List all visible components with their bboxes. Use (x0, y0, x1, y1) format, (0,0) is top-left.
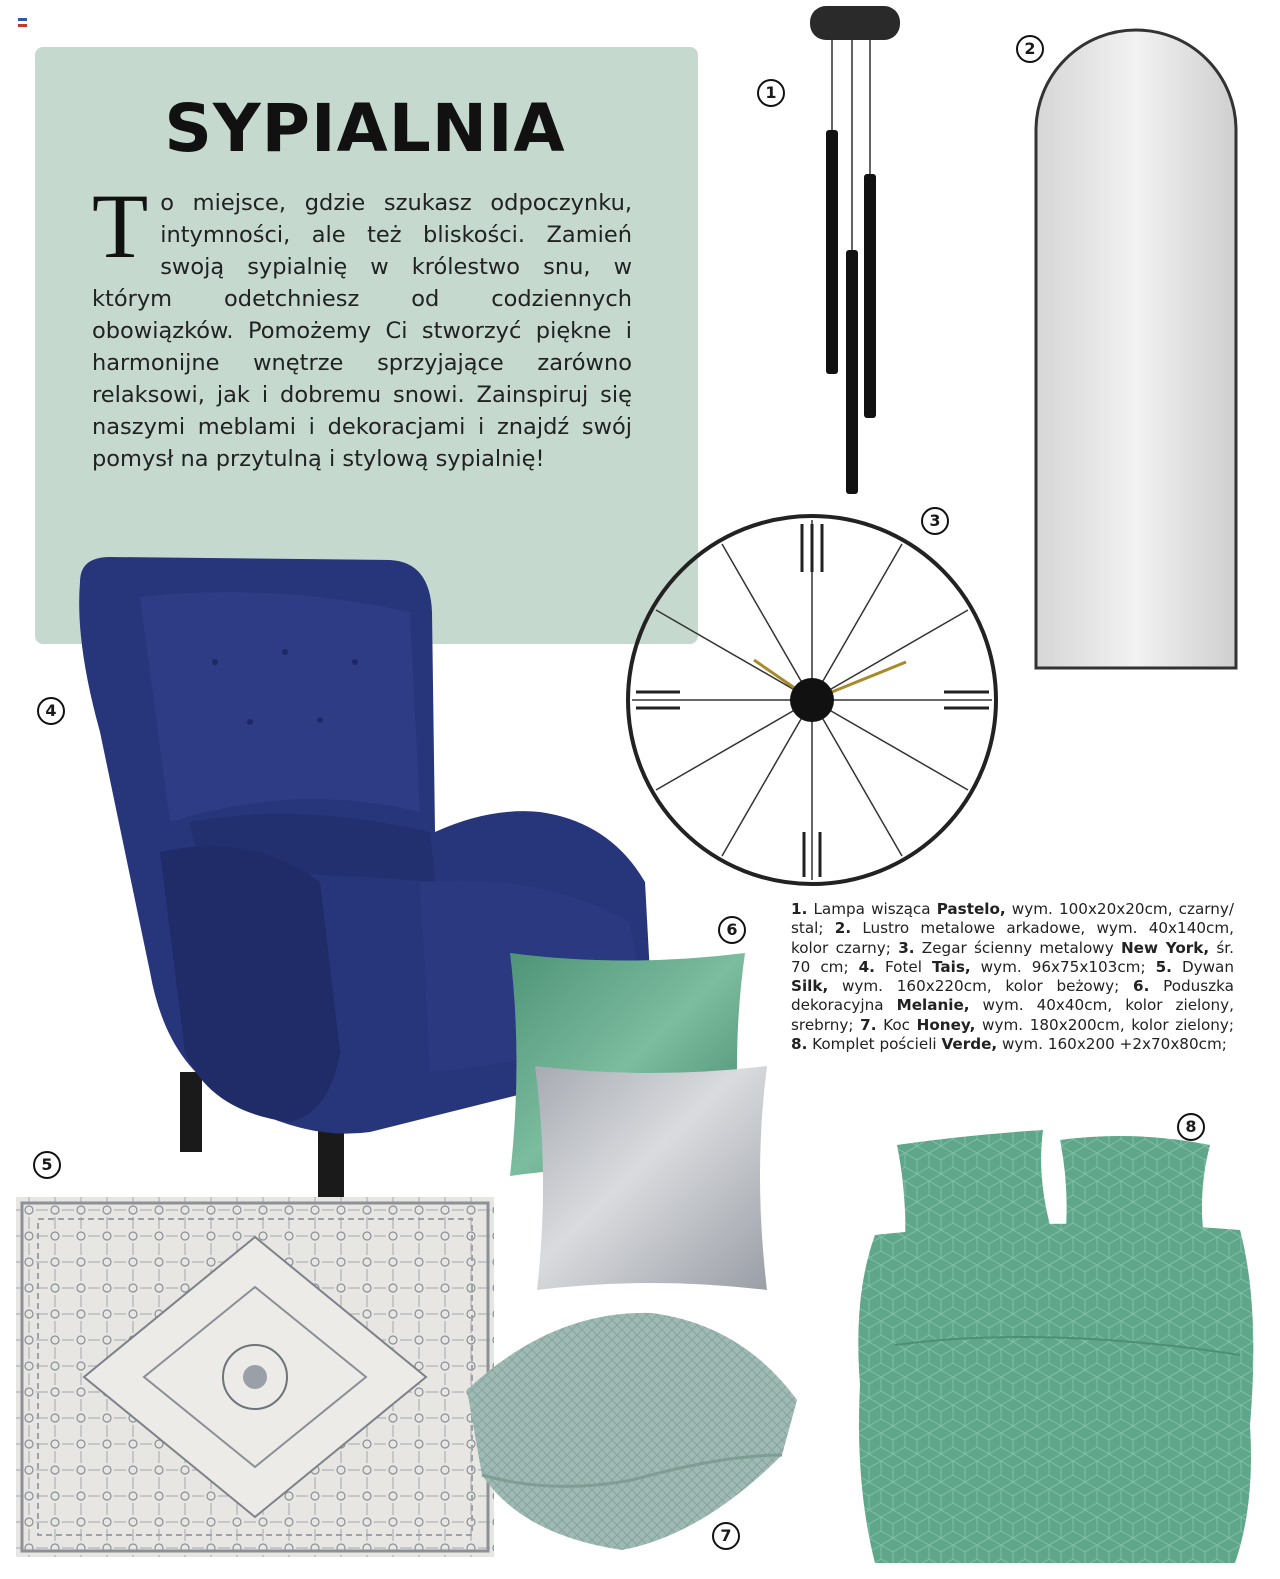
spec-6-pre: Poduszka dekoracyjna (791, 977, 1234, 1015)
spec-3-post: śr. 70 cm; (791, 938, 1234, 976)
pendant-lamp-image (800, 0, 910, 500)
spec-1-num: 1. (791, 900, 808, 918)
intro-body: o miejsce, gdzie szukasz odpoczynku, intymności, ale też bliskości. Zamień swoją sypialnię w królestwo snu, w którym odetchniesz od codziennych obowiązków. Pomożemy Ci stworzyć piękne i harmonijne wnętrze sprzyjające zarówno relaksowi, jak i dobremu snowi. Zainspiruj się naszymi meblami i dekoracjami i znajdź swój pomysł na przytulną i stylową sypialnię! (92, 190, 632, 472)
spec-4-num: 4. (858, 957, 875, 976)
spec-3-pre: Zegar ścienny metalowy (914, 938, 1121, 957)
spec-1-name: Pastelo, (936, 900, 1006, 918)
spec-4-post: wym. 96x75x103cm; (970, 957, 1156, 976)
spec-8-post: wym. 160x200 +2x70x80cm; (997, 1035, 1227, 1054)
throw-blanket-image (462, 1305, 802, 1555)
spec-2-pre: Lustro metalowe arkadowe, wym. 40x140cm, kolor czarny; (791, 919, 1235, 957)
marker-7: 7 (712, 1522, 740, 1550)
cushions-image (505, 948, 775, 1298)
spec-5-num: 5. (1155, 957, 1172, 976)
spec-7-num: 7. (860, 1015, 877, 1034)
spec-6-name: Melanie, (896, 996, 970, 1015)
intro-text (92, 175, 632, 475)
wall-clock-image (624, 512, 1000, 888)
spec-7-post: wym. 180x200cm, kolor zielony; (975, 1015, 1235, 1034)
spec-8-pre: Komplet pościeli (807, 1035, 942, 1054)
marker-5: 5 (33, 1151, 61, 1179)
product-specs (791, 900, 1234, 1054)
spec-7-name: Honey, (916, 1015, 976, 1034)
marker-6: 6 (718, 916, 746, 944)
bedding-set-image (845, 1125, 1270, 1565)
spec-6-num: 6. (1133, 977, 1150, 996)
page-title: SYPIALNIA (164, 90, 566, 167)
spec-3-num: 3. (898, 938, 915, 957)
marker-3: 3 (921, 507, 949, 535)
marker-8: 8 (1177, 1113, 1205, 1141)
arched-mirror-image (1033, 30, 1239, 672)
spec-1-post: wym. 100x20x20cm, czarny/ stal; (791, 900, 1234, 938)
rug-image (16, 1197, 494, 1557)
spec-5-name: Silk, (791, 977, 829, 996)
spec-4-name: Tais, (931, 957, 971, 976)
spec-8-num: 8. (791, 1035, 808, 1054)
spec-5-pre: Dywan (1171, 957, 1234, 976)
spec-7-pre: Koc (876, 1015, 917, 1034)
marker-4: 4 (37, 697, 65, 725)
spec-8-name: Verde, (941, 1035, 998, 1054)
flag-icon (18, 18, 27, 27)
marker-1: 1 (757, 79, 785, 107)
spec-3-name: New York, (1120, 938, 1210, 957)
spec-5-post: wym. 160x220cm, kolor beżowy; (828, 977, 1133, 996)
marker-2: 2 (1016, 35, 1044, 63)
spec-4-pre: Fotel (874, 957, 932, 976)
drop-cap: T (92, 175, 149, 277)
spec-6-post: wym. 40x40cm, kolor zielony, srebrny; (791, 996, 1234, 1034)
spec-2-num: 2. (834, 919, 852, 938)
spec-1-pre: Lampa wisząca (807, 900, 937, 918)
